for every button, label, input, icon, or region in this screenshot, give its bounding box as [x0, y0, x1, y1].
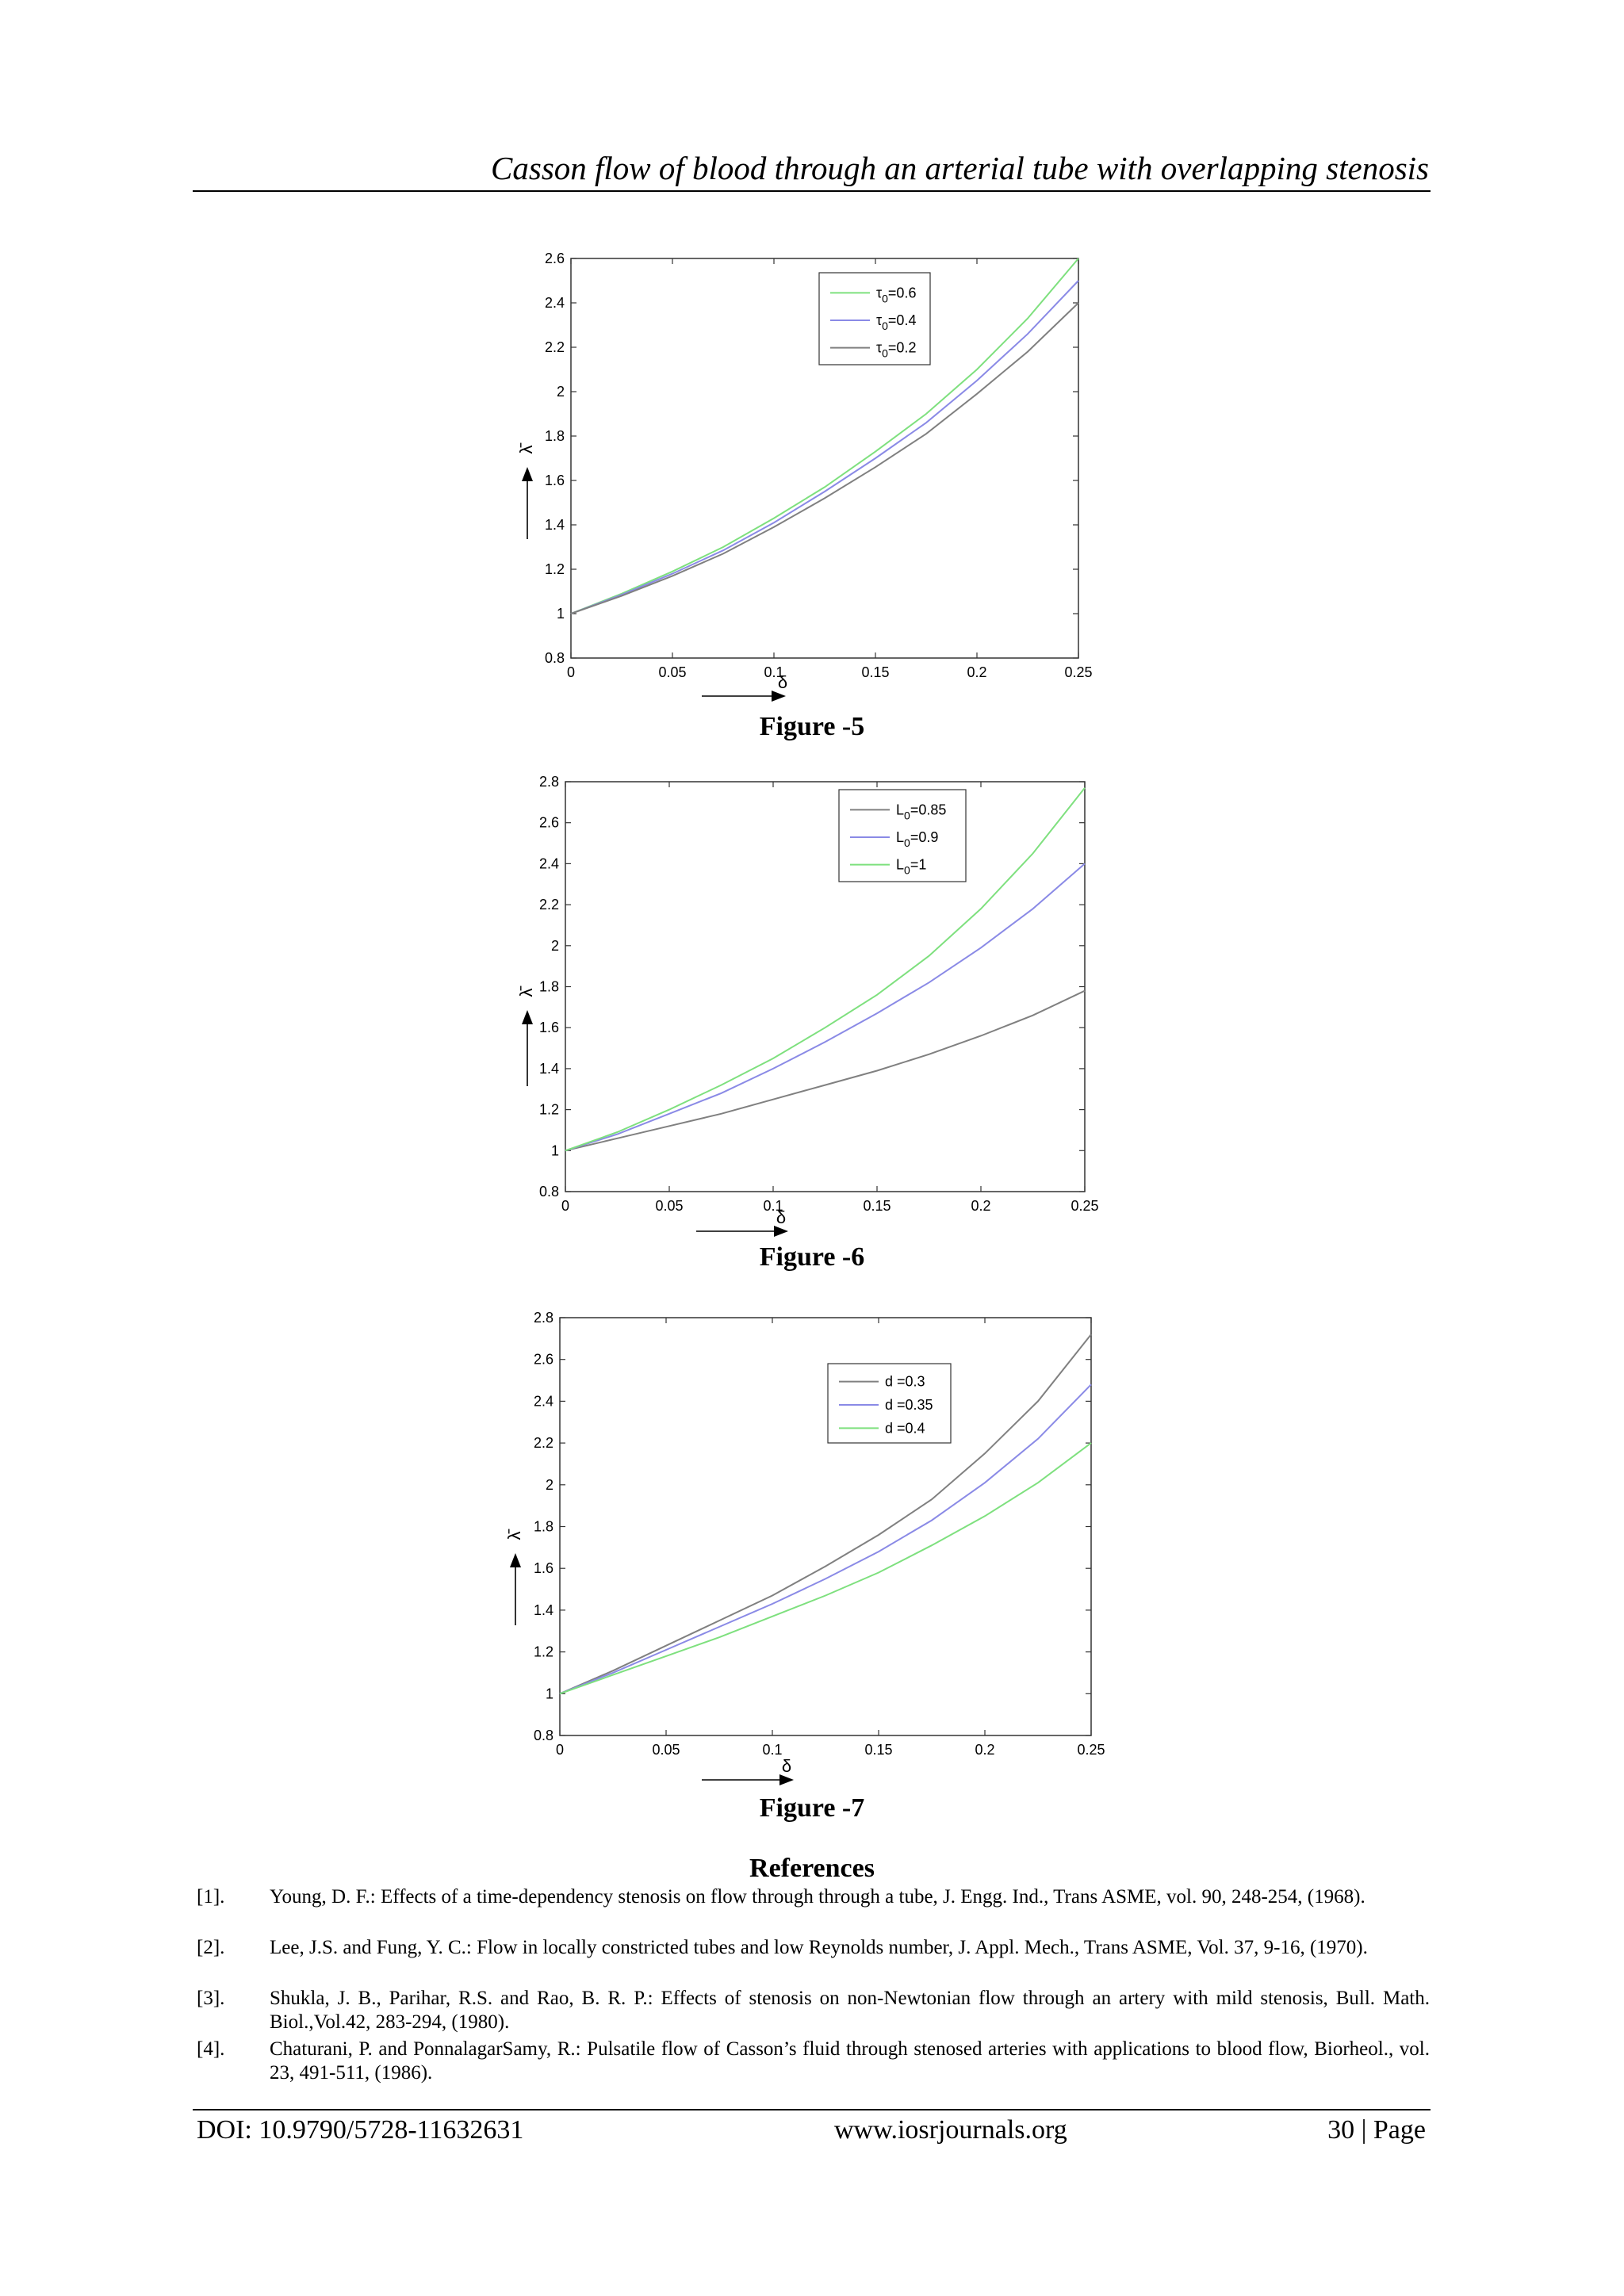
header-rule	[193, 190, 1431, 192]
x-tick-label: 0.05	[652, 1742, 680, 1758]
legend-entry-value: =0.85	[910, 802, 947, 818]
x-axis-arrowhead	[772, 691, 786, 702]
x-tick-label: 0.2	[971, 1198, 991, 1214]
plot-frame	[560, 1318, 1091, 1735]
reference-number: [4].	[197, 2038, 225, 2060]
y-tick-label: 2.6	[538, 814, 559, 831]
legend-entry-symbol: L	[896, 802, 905, 818]
figure-5	[0, 246, 1624, 753]
y-tick-label: 2.8	[538, 774, 559, 790]
series-line	[565, 991, 1085, 1151]
legend-entry-value: =0.9	[910, 829, 939, 845]
y-tick-label: 1.8	[544, 428, 565, 444]
y-axis-label: λ̄	[504, 1531, 524, 1540]
legend-entry-subscript: 0	[882, 346, 888, 360]
y-axis-label: λ̄	[516, 445, 536, 454]
legend-entry-value: =0.2	[887, 339, 917, 356]
y-tick-label: 2.6	[533, 1351, 553, 1368]
figure-5-chart	[0, 246, 1624, 721]
x-tick-label: 0.25	[1077, 1742, 1105, 1758]
legend-entry-value: =0.4	[887, 312, 917, 328]
legend-entry-symbol: d =0.4	[885, 1420, 925, 1437]
series-line	[560, 1334, 1091, 1693]
y-tick-label: 0.8	[538, 1184, 559, 1200]
y-axis-arrowhead	[510, 1553, 521, 1567]
y-tick-label: 1	[545, 1686, 553, 1702]
legend-entry-subscript: 0	[904, 863, 910, 877]
y-tick-label: 2	[556, 384, 565, 400]
x-tick-label: 0.1	[762, 1742, 783, 1758]
y-tick-label: 1.8	[538, 978, 559, 995]
footer-website: www.iosrjournals.org	[834, 2115, 1067, 2145]
series-line	[560, 1384, 1091, 1693]
x-axis-label: δ	[781, 1756, 792, 1776]
running-header: Casson flow of blood through an arterial tube with overlapping stenosis	[491, 150, 1429, 186]
y-tick-label: 1.8	[533, 1518, 553, 1535]
y-tick-label: 2.8	[533, 1310, 553, 1326]
y-axis-arrowhead	[522, 467, 533, 481]
references-heading: References	[749, 1854, 875, 1883]
figure-6-chart	[0, 773, 1624, 1249]
legend-entry-value: =1	[910, 856, 927, 873]
y-tick-label: 2.4	[538, 855, 559, 872]
figure-7	[0, 1300, 1624, 1839]
y-tick-label: 2	[545, 1476, 553, 1493]
legend-entry-symbol: τ	[876, 312, 883, 328]
y-tick-label: 1.4	[533, 1601, 553, 1618]
y-tick-label: 2.2	[533, 1435, 553, 1452]
y-tick-label: 1.2	[533, 1644, 553, 1660]
legend-entry-subscript: 0	[882, 292, 888, 305]
figure-7-chart	[0, 1300, 1624, 1808]
y-axis-label: λ̄	[516, 988, 536, 997]
series-line	[565, 863, 1085, 1150]
y-tick-label: 1	[550, 1142, 559, 1159]
series-line	[565, 788, 1085, 1151]
y-tick-label: 1.4	[544, 517, 565, 533]
legend-entry	[885, 1397, 933, 1413]
series-line	[560, 1443, 1091, 1693]
y-tick-label: 1.2	[544, 561, 565, 577]
reference-text: Lee, J.S. and Fung, Y. C.: Flow in locally constricted tubes and low Reynolds number, J. Appl. Mech., Trans ASME, Vol. 37, 9-16, (1970).	[270, 1937, 1368, 1958]
legend-entry-symbol: L	[896, 856, 905, 873]
x-tick-label: 0.15	[861, 664, 890, 680]
x-tick-label: 0.05	[658, 664, 687, 680]
footer-doi: DOI: 10.9790/5728-11632631	[197, 2115, 524, 2145]
plot-frame	[565, 782, 1085, 1192]
reference-text: Young, D. F.: Effects of a time-dependency stenosis on flow through through a tube, J. Engg. Ind., Trans ASME, vol. 90, 248-254, (1968).	[270, 1886, 1365, 1908]
legend-entry	[885, 1374, 925, 1390]
reference-number: [3].	[197, 1988, 225, 2009]
reference-text: Chaturani, P. and PonnalagarSamy, R.: Pulsatile flow of Casson’s fluid through stenosed arteries with applications to blood flow, Biorheol., vol. 23, 491-511, (1986).	[270, 2038, 1430, 2084]
legend-entry-symbol: τ	[876, 339, 883, 356]
x-tick-label: 0	[566, 664, 576, 680]
x-tick-label: 0.1	[763, 1198, 783, 1214]
legend-entry-value: =0.6	[887, 285, 917, 301]
figure-5-caption: Figure -5	[759, 712, 865, 741]
y-tick-label: 1.6	[538, 1020, 559, 1036]
x-tick-label: 0.05	[655, 1198, 684, 1214]
y-tick-label: 1.6	[544, 473, 565, 488]
y-tick-label: 2.2	[538, 897, 559, 913]
x-tick-label: 0.15	[864, 1742, 893, 1758]
y-tick-label: 2.6	[544, 251, 565, 266]
figure-6-caption: Figure -6	[759, 1242, 865, 1272]
y-tick-label: 1.2	[538, 1101, 559, 1118]
x-tick-label: 0.25	[1064, 664, 1093, 680]
y-tick-label: 1.4	[538, 1060, 559, 1077]
figure-7-caption: Figure -7	[759, 1793, 865, 1823]
y-tick-label: 2.4	[533, 1393, 553, 1410]
x-axis-arrowhead	[779, 1774, 794, 1785]
x-tick-label: 0.25	[1071, 1198, 1099, 1214]
y-tick-label: 2.4	[544, 295, 565, 311]
footer-page-number: 30 | Page	[1327, 2115, 1426, 2145]
reference-text: Shukla, J. B., Parihar, R.S. and Rao, B. R. P.: Effects of stenosis on non-Newtonian flow through an artery with mild stenosis, Bull. Math. Biol.,Vol.42, 283-294, (1980).	[270, 1988, 1430, 2033]
x-axis-arrowhead	[774, 1226, 788, 1237]
y-axis-arrowhead	[522, 1010, 533, 1024]
legend-entry-symbol: d =0.3	[885, 1373, 925, 1390]
figure-6	[0, 773, 1624, 1280]
y-tick-label: 1	[556, 606, 565, 622]
legend-entry-subscript: 0	[904, 836, 910, 849]
x-tick-label: 0.2	[967, 664, 987, 680]
reference-number: [1].	[197, 1886, 225, 1908]
y-tick-label: 1.6	[533, 1560, 553, 1577]
y-tick-label: 2.2	[544, 339, 565, 355]
reference-number: [2].	[197, 1937, 225, 1958]
legend-entry-subscript: 0	[882, 320, 888, 332]
x-tick-label: 0	[555, 1742, 565, 1758]
legend-entry	[885, 1420, 925, 1436]
y-tick-label: 2	[550, 937, 559, 954]
x-tick-label: 0.2	[975, 1742, 995, 1758]
x-tick-label: 0	[561, 1198, 570, 1214]
x-axis-label: δ	[776, 1207, 787, 1227]
x-tick-label: 0.1	[764, 664, 784, 680]
legend-entry-symbol: L	[896, 829, 905, 845]
x-tick-label: 0.15	[863, 1198, 891, 1214]
y-tick-label: 0.8	[544, 650, 565, 666]
legend-entry-symbol: d =0.35	[885, 1397, 933, 1413]
x-axis-label: δ	[777, 672, 788, 692]
legend-entry-symbol: τ	[876, 285, 883, 301]
y-tick-label: 0.8	[533, 1728, 553, 1743]
footer-rule	[193, 2109, 1431, 2110]
legend-entry-subscript: 0	[904, 809, 910, 822]
